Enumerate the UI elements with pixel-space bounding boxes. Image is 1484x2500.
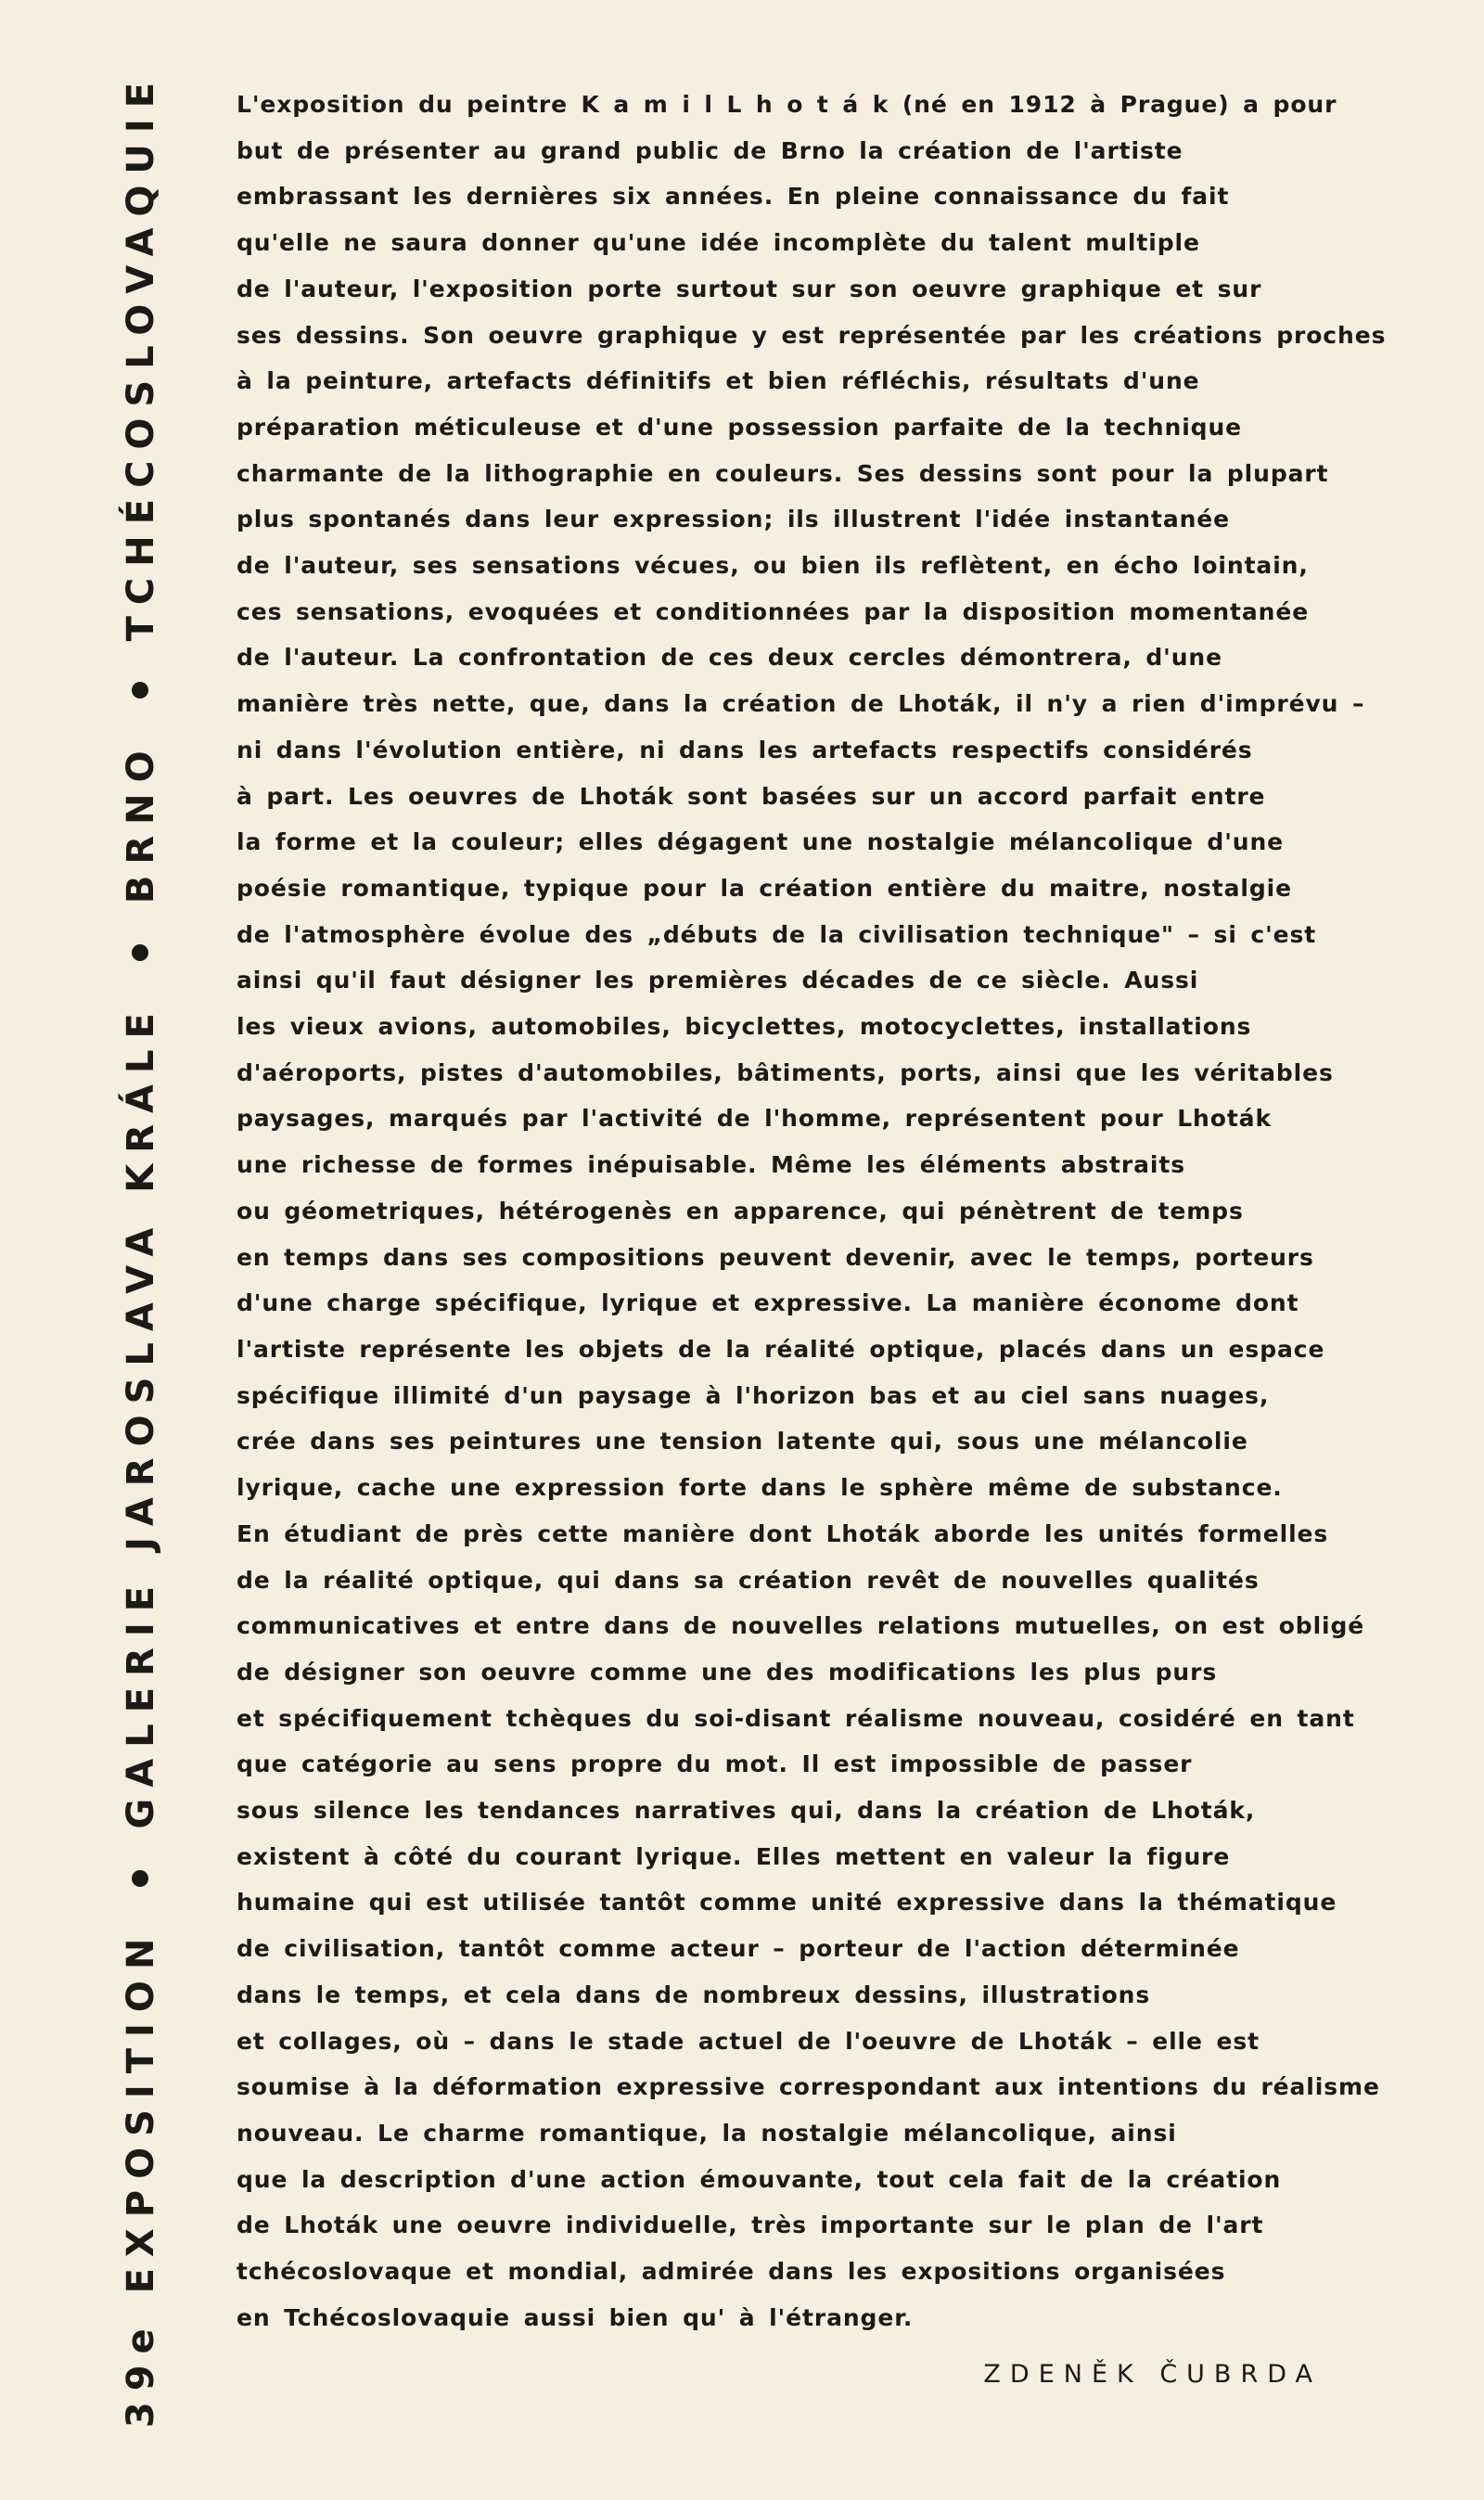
text-line: qu'elle ne saura donner qu'une idée incomplète du talent multiple	[237, 229, 1200, 257]
text-line: poésie romantique, typique pour la création entière du maitre, nostalgie	[237, 874, 1293, 902]
text-line: En étudiant de près cette manière dont Lhoták aborde les unités formelles	[237, 1519, 1329, 1547]
title-segment-exposition: 39e EXPOSITION	[120, 1927, 162, 2429]
text-line: L'exposition du peintre K a m i l L h o t á k (né en 1912 à Prague) a pour	[237, 91, 1337, 118]
bullet-separator	[132, 944, 148, 961]
text-line: dans le temps, et cela dans de nombreux dessins, illustrations	[237, 1981, 1151, 2008]
text-line: en temps dans ses compositions peuvent devenir, avec le temps, porteurs	[237, 1243, 1314, 1271]
text-line: de civilisation, tantôt comme acteur – porteur de l'action déterminée	[237, 1935, 1240, 1963]
text-line: de l'auteur. La confrontation de ces deux cercles démontrera, d'une	[237, 644, 1222, 672]
essay-body	[237, 82, 1414, 2340]
text-line: une richesse de formes inépuisable. Même les éléments abstraits	[237, 1151, 1185, 1179]
text-line: spécifique illimité d'un paysage à l'horizon bas et au ciel sans nuages,	[237, 1381, 1270, 1409]
text-line: en Tchécoslovaquie aussi bien qu' à l'étranger.	[237, 2303, 914, 2331]
text-line: charmante de la lithographie en couleurs. Ses dessins sont pour la plupart	[237, 459, 1329, 487]
text-line: manière très nette, que, dans la création de Lhoták, il n'y a rien d'imprévu –	[237, 690, 1365, 718]
text-line: lyrique, cache une expression forte dans le sphère même de substance.	[237, 1474, 1283, 1502]
bullet-separator	[132, 1870, 148, 1887]
text-line: ces sensations, evoquées et conditionnées par la disposition momentanée	[237, 597, 1310, 625]
author-signature: ZDENĚK ČUBRDA	[983, 2360, 1322, 2389]
text-line: communicatives et entre dans de nouvelles relations mutuelles, on est obligé	[237, 1612, 1365, 1640]
bullet-separator	[132, 682, 148, 699]
text-line: et collages, où – dans le stade actuel de l'oeuvre de Lhoták – elle est	[237, 2027, 1260, 2055]
text-line: de l'auteur, l'exposition porte surtout sur son oeuvre graphique et sur	[237, 275, 1262, 302]
text-line: de l'auteur, ses sensations vécues, ou bien ils reflètent, en écho lointain,	[237, 552, 1309, 580]
text-line: ainsi qu'il faut désigner les premières décades de ce siècle. Aussi	[237, 967, 1199, 994]
text-line: que catégorie au sens propre du mot. Il est impossible de passer	[237, 1750, 1193, 1778]
text-line: ni dans l'évolution entière, ni dans les artefacts respectifs considérés	[237, 736, 1253, 763]
text-line: la forme et la couleur; elles dégagent une nostalgie mélancolique d'une	[237, 828, 1285, 856]
text-line: que la description d'une action émouvante, tout cela fait de la création	[237, 2165, 1282, 2193]
text-line: de désigner son oeuvre comme une des modifications les plus purs	[237, 1658, 1218, 1686]
text-line: tchécoslovaque et mondial, admirée dans les expositions organisées	[237, 2258, 1226, 2286]
text-line: soumise à la déformation expressive correspondant aux intentions du réalisme	[237, 2073, 1380, 2101]
title-segment-gallery: GALERIE JAROSLAVA KRÁLE	[120, 1002, 162, 1829]
text-line: d'aéroports, pistes d'automobiles, bâtiments, ports, ainsi que les véritables	[237, 1058, 1334, 1086]
text-line: à part. Les oeuvres de Lhoták sont basées sur un accord parfait entre	[237, 782, 1266, 810]
text-line: existent à côté du courant lyrique. Elles mettent en valeur la figure	[237, 1842, 1231, 1870]
text-line: de Lhoták une oeuvre individuelle, très importante sur le plan de l'art	[237, 2212, 1264, 2239]
text-line: crée dans ses peintures une tension latente qui, sous une mélancolie	[237, 1428, 1248, 1455]
text-line: de la réalité optique, qui dans sa création revêt de nouvelles qualités	[237, 1566, 1260, 1594]
text-line: et spécifiquement tchèques du soi-disant réalisme nouveau, cosidéré en tant	[237, 1704, 1355, 1732]
text-line: à la peinture, artefacts définitifs et bien réfléchis, résultats d'une	[237, 367, 1200, 395]
text-line: paysages, marqués par l'activité de l'homme, représentent pour Lhoták	[237, 1105, 1272, 1133]
text-line: plus spontanés dans leur expression; ils illustrent l'idée instantanée	[237, 506, 1231, 533]
text-line: les vieux avions, automobiles, bicyclettes, motocyclettes, installations	[237, 1013, 1252, 1041]
text-line: but de présenter au grand public de Brno la création de l'artiste	[237, 136, 1183, 164]
text-line: nouveau. Le charme romantique, la nostalgie mélancolique, ainsi	[237, 2119, 1177, 2147]
vertical-exhibition-title	[120, 44, 162, 2455]
text-line: préparation méticuleuse et d'une possession parfaite de la technique	[237, 413, 1243, 441]
text-line: de l'atmosphère évolue des „débuts de la civilisation technique" – si c'est	[237, 920, 1317, 948]
title-segment-city: BRNO	[120, 739, 162, 904]
text-line: l'artiste représente les objets de la réalité optique, placés dans un espace	[237, 1335, 1325, 1363]
title-segment-country: TCHÉCOSLOVAQUIE	[120, 71, 162, 642]
text-line: humaine qui est utilisée tantôt comme unité expressive dans la thématique	[237, 1889, 1337, 1917]
text-line: embrassant les dernières six années. En pleine connaissance du fait	[237, 183, 1230, 211]
text-line: ses dessins. Son oeuvre graphique y est représentée par les créations proches	[237, 321, 1387, 349]
text-line: ou géometriques, hétérogenès en apparence, qui pénètrent de temps	[237, 1197, 1244, 1224]
text-line: sous silence les tendances narratives qui, dans la création de Lhoták,	[237, 1797, 1256, 1825]
text-line: d'une charge spécifique, lyrique et expressive. La manière économe dont	[237, 1289, 1299, 1317]
